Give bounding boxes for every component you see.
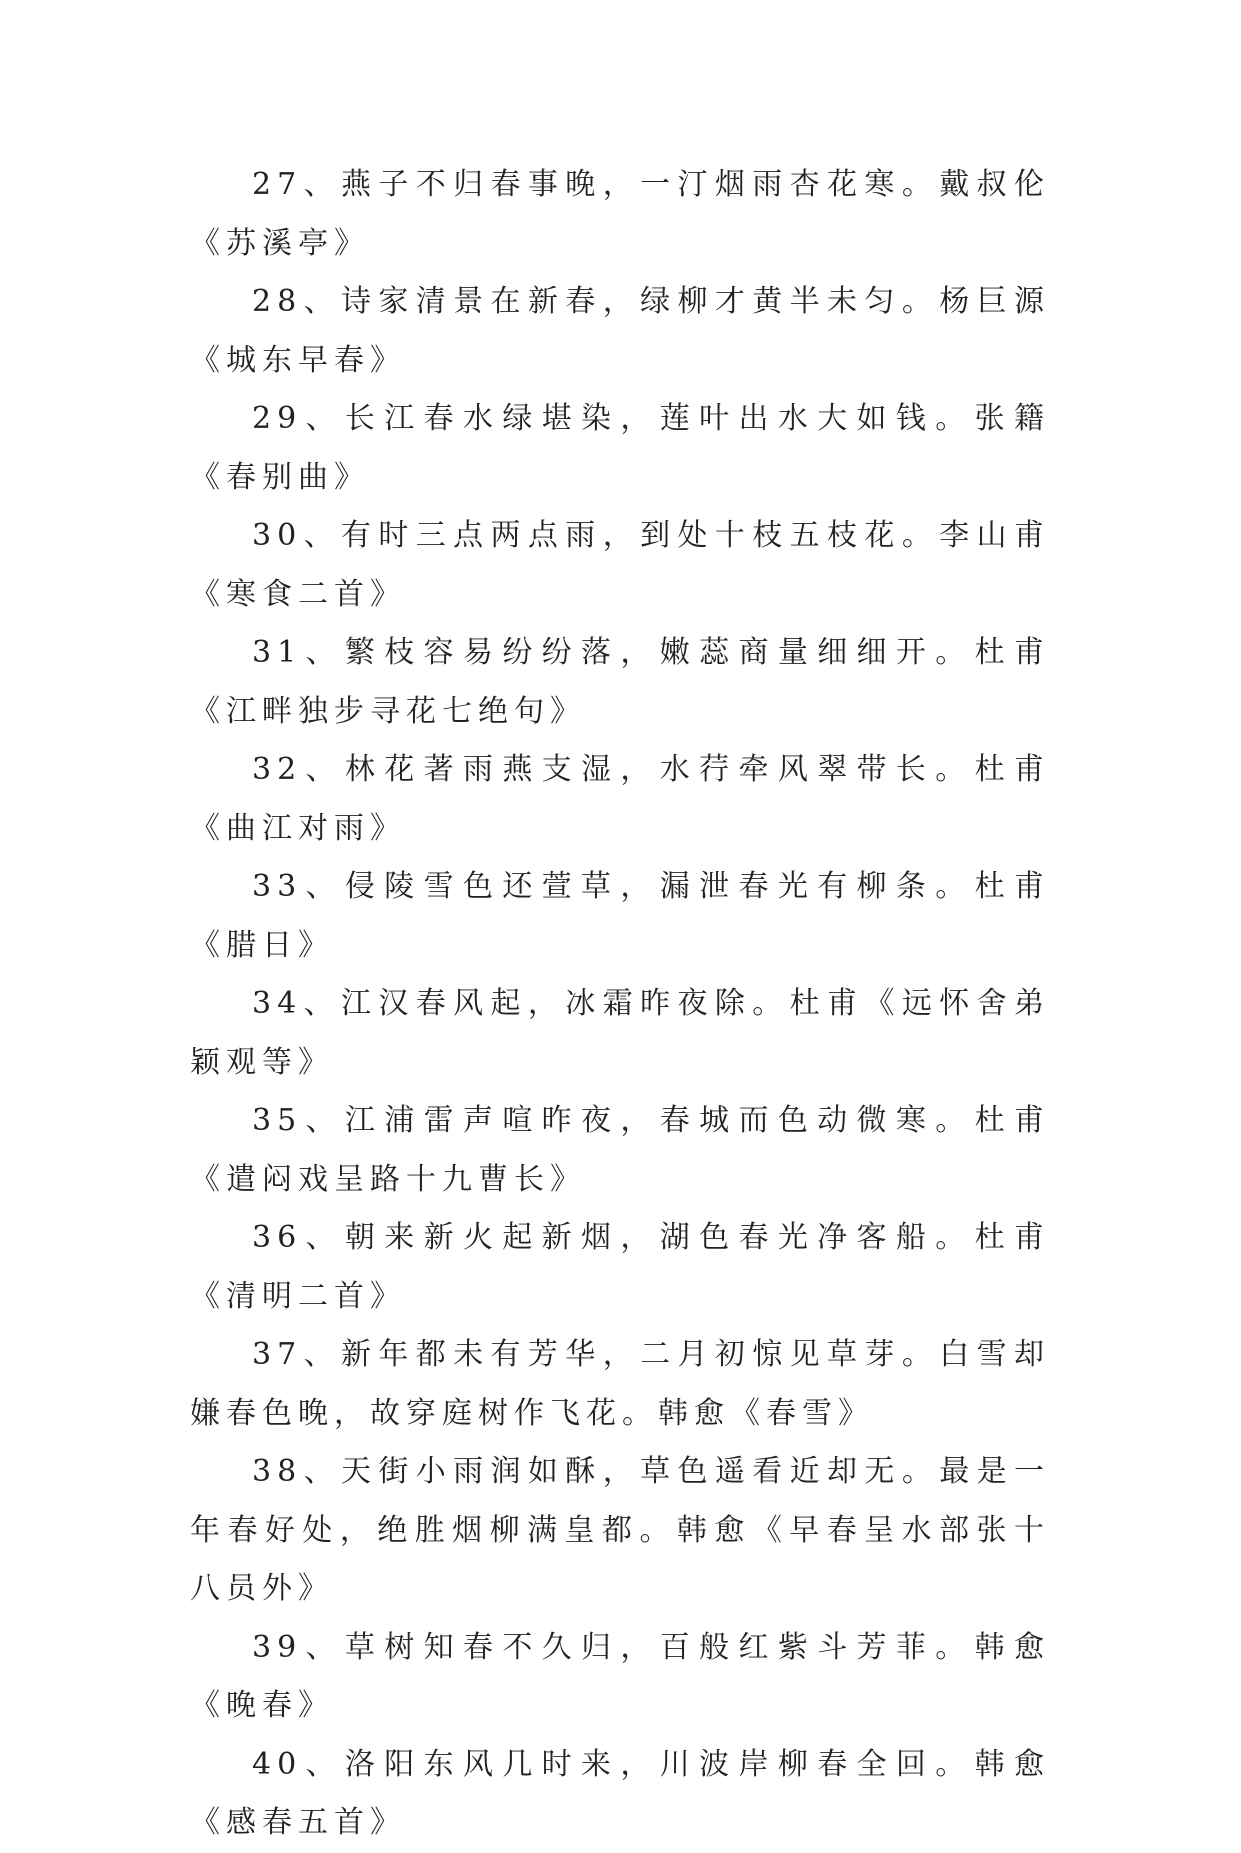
poem-line-30: 30、有时三点两点雨，到处十枝五枝花。李山甫《寒食二首》 [190, 518, 1050, 612]
poem-line-28: 28、诗家清景在新春，绿柳才黄半未匀。杨巨源《城东早春》 [190, 284, 1050, 378]
poem-line-33: 33、侵陵雪色还萱草，漏泄春光有柳条。杜甫《腊日》 [190, 869, 1050, 963]
poem-line-40: 40、洛阳东风几时来，川波岸柳春全回。韩愈《感春五首》 [190, 1746, 1050, 1840]
poem-line-32: 32、林花著雨燕支湿，水荇牵风翠带长。杜甫《曲江对雨》 [190, 752, 1050, 846]
poem-line-27: 27、燕子不归春事晚，一汀烟雨杏花寒。戴叔伦《苏溪亭》 [190, 167, 1050, 261]
poem-line-36: 36、朝来新火起新烟，湖色春光净客船。杜甫《清明二首》 [190, 1220, 1050, 1314]
poem-line-37: 37、新年都未有芳华，二月初惊见草芽。白雪却嫌春色晚，故穿庭树作飞花。韩愈《春雪》 [190, 1337, 1050, 1431]
poem-line-39: 39、草树知春不久归，百般红紫斗芳菲。韩愈《晚春》 [190, 1629, 1050, 1723]
poem-line-31: 31、繁枝容易纷纷落，嫩蕊商量细细开。杜甫《江畔独步寻花七绝句》 [190, 635, 1050, 729]
poem-list [190, 156, 1050, 1853]
poem-line-35: 35、江浦雷声喧昨夜，春城而色动微寒。杜甫《遣闷戏呈路十九曹长》 [190, 1103, 1050, 1197]
poem-line-38: 38、天街小雨润如酥，草色遥看近却无。最是一年春好处，绝胜烟柳满皇都。韩愈《早春呈水部张十八员外》 [190, 1454, 1050, 1606]
poem-line-29: 29、长江春水绿堪染，莲叶出水大如钱。张籍《春别曲》 [190, 401, 1050, 495]
poem-line-34: 34、江汉春风起，冰霜昨夜除。杜甫《远怀舍弟颖观等》 [190, 986, 1050, 1080]
